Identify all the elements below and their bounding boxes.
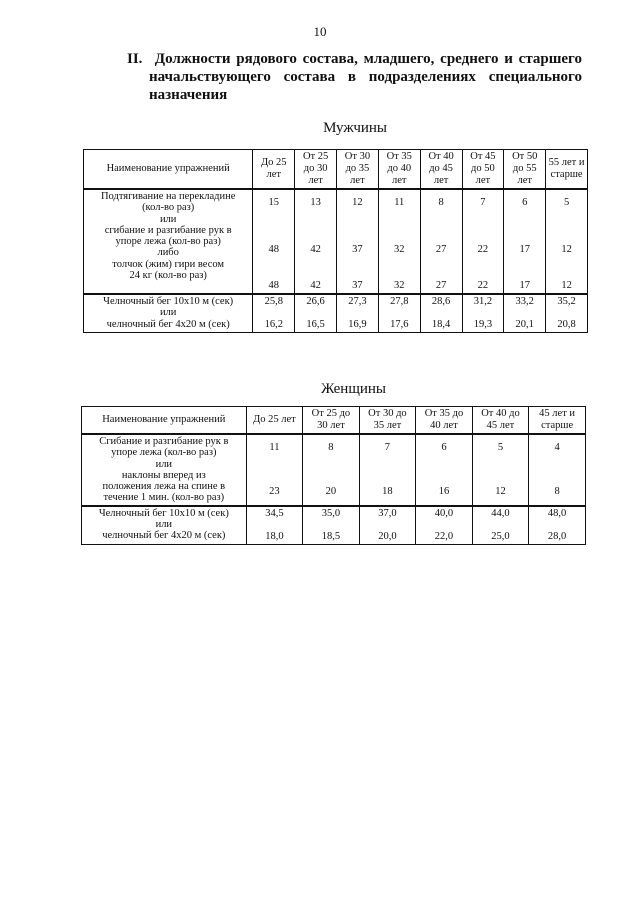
kettlebell-value: 42 — [310, 280, 321, 291]
women-shuttle-values — [529, 506, 586, 545]
shuttle10-value: 27,3 — [348, 296, 367, 307]
women-strength-row — [82, 434, 586, 506]
kettlebell-value: 27 — [435, 280, 447, 291]
pushups-value: 48 — [268, 244, 280, 255]
pushups-value: 17 — [519, 244, 530, 255]
pullups-value: 6 — [522, 197, 528, 208]
shuttle10-value: 31,2 — [473, 296, 493, 307]
women-header-age: 45 лет и старше — [529, 407, 586, 435]
women-shuttle-values — [359, 506, 416, 545]
men-strength-values — [295, 189, 337, 294]
kettlebell-value: 48 — [268, 280, 280, 291]
exercise-line: челночный бег 4х20 м (сек) — [102, 530, 226, 542]
men-shuttle-values — [337, 294, 379, 333]
bends-value: 20 — [325, 486, 337, 497]
exercise-line: положения лежа на спине в — [102, 481, 226, 493]
men-shuttle-values — [378, 294, 420, 333]
men-header-name: Наименование упражнений — [84, 150, 253, 190]
men-strength-values — [462, 189, 504, 294]
shuttle10-value: 26,6 — [306, 296, 325, 307]
shuttle10-value: 40,0 — [434, 507, 454, 519]
pullups-value: 8 — [438, 197, 444, 208]
pullups-value: 12 — [352, 197, 363, 208]
women-header-age: От 30 до 35 лет — [359, 407, 416, 435]
bends-value: 23 — [269, 486, 280, 497]
section-heading — [127, 50, 582, 104]
men-header-age: От 35 до 40 лет — [378, 150, 420, 190]
pushups-value: 12 — [561, 244, 572, 255]
kettlebell-value: 12 — [561, 280, 572, 291]
shuttle4-value: 19,3 — [473, 319, 493, 330]
men-standards-table — [83, 149, 588, 333]
men-header-age: От 40 до 45 лет — [420, 150, 462, 190]
shuttle4-value: 17,6 — [390, 319, 409, 330]
men-title: Мужчины — [323, 120, 387, 136]
women-header-row — [82, 407, 586, 435]
men-shuttle-row — [84, 294, 588, 333]
women-standards-table — [81, 406, 586, 545]
men-strength-values — [253, 189, 295, 294]
men-strength-exercise — [84, 189, 253, 294]
pushups-value: 27 — [435, 244, 447, 255]
exercise-line: Челночный бег 10х10 м (сек) — [98, 507, 229, 519]
exercise-line: Подтягивание на перекладине — [100, 191, 236, 202]
pushups-value: 42 — [310, 244, 321, 255]
shuttle4-value: 18,5 — [321, 530, 341, 542]
heading-line-2: начальствующего состава в подразделениях специального — [149, 69, 582, 85]
exercise-line: Челночный бег 10х10 м (сек) — [103, 296, 234, 307]
women-strength-values — [529, 434, 586, 506]
exercise-line: или — [155, 458, 173, 470]
bends-value: 12 — [495, 486, 506, 497]
women-header-age: От 25 до 30 лет — [303, 407, 360, 435]
women-header-age: От 40 до 45 лет — [472, 407, 529, 435]
exercise-line: наклоны вперед из — [121, 469, 206, 481]
women-strength-values — [359, 434, 416, 506]
shuttle10-value: 27,8 — [390, 296, 409, 307]
women-strength-values — [416, 434, 473, 506]
men-header-age: От 45 до 50 лет — [462, 150, 504, 190]
bends-value: 8 — [554, 486, 560, 497]
shuttle4-value: 28,0 — [547, 530, 567, 542]
women-shuttle-values — [246, 506, 303, 545]
women-title: Женщины — [320, 381, 386, 397]
exercise-line: или — [155, 519, 173, 531]
pushups-value: 4 — [554, 442, 560, 453]
pushups-value: 5 — [497, 442, 504, 453]
men-shuttle-values — [420, 294, 462, 333]
pushups-value: 11 — [269, 442, 280, 453]
men-header-row — [84, 150, 588, 190]
shuttle10-value: 28,6 — [431, 296, 451, 307]
men-strength-values — [546, 189, 588, 294]
women-shuttle-row — [82, 506, 586, 545]
pushups-value: 32 — [394, 244, 405, 255]
bends-value: 18 — [382, 486, 393, 497]
shuttle10-value: 44,0 — [491, 507, 510, 519]
pushups-value: 8 — [328, 442, 334, 453]
men-strength-values — [337, 189, 379, 294]
pushups-value: 37 — [352, 244, 363, 255]
shuttle4-value: 22,0 — [434, 530, 454, 542]
shuttle4-value: 18,4 — [431, 319, 451, 330]
kettlebell-value: 32 — [394, 280, 405, 291]
pullups-value: 7 — [480, 197, 486, 208]
shuttle10-value: 25,8 — [264, 296, 283, 307]
heading-line-1 — [127, 50, 582, 68]
shuttle10-value: 48,0 — [547, 507, 567, 519]
exercise-line: 24 кг (кол-во раз) — [129, 270, 207, 282]
exercise-line: или — [159, 307, 177, 319]
men-shuttle-exercise — [84, 294, 253, 333]
men-shuttle-values — [295, 294, 337, 333]
pushups-value: 6 — [441, 442, 447, 453]
pushups-value: 22 — [477, 244, 489, 255]
men-shuttle-values — [253, 294, 295, 333]
men-header-age: От 30 до 35 лет — [337, 150, 379, 190]
heading-line-3: назначения — [149, 87, 228, 103]
men-header-age: До 25 лет — [253, 150, 295, 190]
women-shuttle-values — [416, 506, 473, 545]
kettlebell-value: 37 — [352, 280, 363, 291]
shuttle4-value: 16,5 — [306, 319, 325, 330]
men-strength-values — [378, 189, 420, 294]
heading-line-1-text: Должности рядового состава, младшего, среднего и старшего — [154, 51, 582, 67]
men-header-age: 55 лет и старше — [546, 150, 588, 190]
exercise-line: либо — [157, 247, 179, 259]
pullups-value: 13 — [310, 197, 321, 208]
exercise-line: (кол-во раз) — [142, 202, 195, 214]
shuttle4-value: 20,8 — [557, 319, 576, 330]
women-header-name: Наименование упражнений — [82, 407, 247, 435]
men-header-age: От 50 до 55 лет — [504, 150, 546, 190]
shuttle4-value: 16,2 — [264, 319, 283, 330]
women-shuttle-values — [472, 506, 529, 545]
men-strength-values — [504, 189, 546, 294]
women-header-age: До 25 лет — [246, 407, 303, 435]
heading-number: II. — [127, 51, 143, 67]
exercise-line: челночный бег 4х20 м (сек) — [106, 318, 230, 330]
women-strength-exercise — [82, 434, 247, 506]
shuttle4-value: 16,9 — [348, 319, 367, 330]
exercise-line: упоре лежа (кол-во раз) — [115, 236, 221, 248]
shuttle10-value: 33,2 — [515, 296, 534, 307]
exercise-line: или — [159, 213, 177, 225]
pullups-value: 11 — [394, 197, 405, 208]
pushups-value: 7 — [384, 442, 391, 453]
women-strength-values — [303, 434, 360, 506]
kettlebell-value: 17 — [519, 280, 530, 291]
men-shuttle-values — [504, 294, 546, 333]
exercise-line: упоре лежа (кол-во раз) — [111, 447, 217, 459]
exercise-line: Сгибание и разгибание рук в — [99, 436, 229, 447]
men-header-age: От 25 до 30 лет — [295, 150, 337, 190]
page-number: 10 — [313, 24, 327, 39]
exercise-line: сгибание и разгибание рук в — [104, 224, 232, 236]
pullups-value: 15 — [268, 197, 280, 208]
men-shuttle-values — [546, 294, 588, 333]
exercise-line: толчок (жим) гири весом — [112, 258, 225, 270]
shuttle10-value: 35,2 — [557, 296, 576, 307]
women-shuttle-values — [303, 506, 360, 545]
bends-value: 16 — [438, 486, 450, 497]
shuttle4-value: 20,1 — [515, 319, 534, 330]
shuttle10-value: 35,0 — [321, 507, 341, 519]
men-shuttle-values — [462, 294, 504, 333]
shuttle4-value: 25,0 — [491, 530, 510, 542]
shuttle4-value: 18,0 — [265, 530, 284, 542]
pullups-value: 5 — [563, 197, 570, 208]
shuttle4-value: 20,0 — [378, 530, 397, 542]
shuttle10-value: 34,5 — [265, 507, 284, 519]
women-shuttle-exercise — [82, 506, 247, 545]
women-header-age: От 35 до 40 лет — [416, 407, 473, 435]
kettlebell-value: 22 — [477, 280, 489, 291]
exercise-line: течение 1 мин. (кол-во раз) — [103, 492, 225, 504]
men-strength-row — [84, 189, 588, 294]
men-strength-values — [420, 189, 462, 294]
women-strength-values — [246, 434, 303, 506]
shuttle10-value: 37,0 — [378, 507, 397, 519]
women-strength-values — [472, 434, 529, 506]
